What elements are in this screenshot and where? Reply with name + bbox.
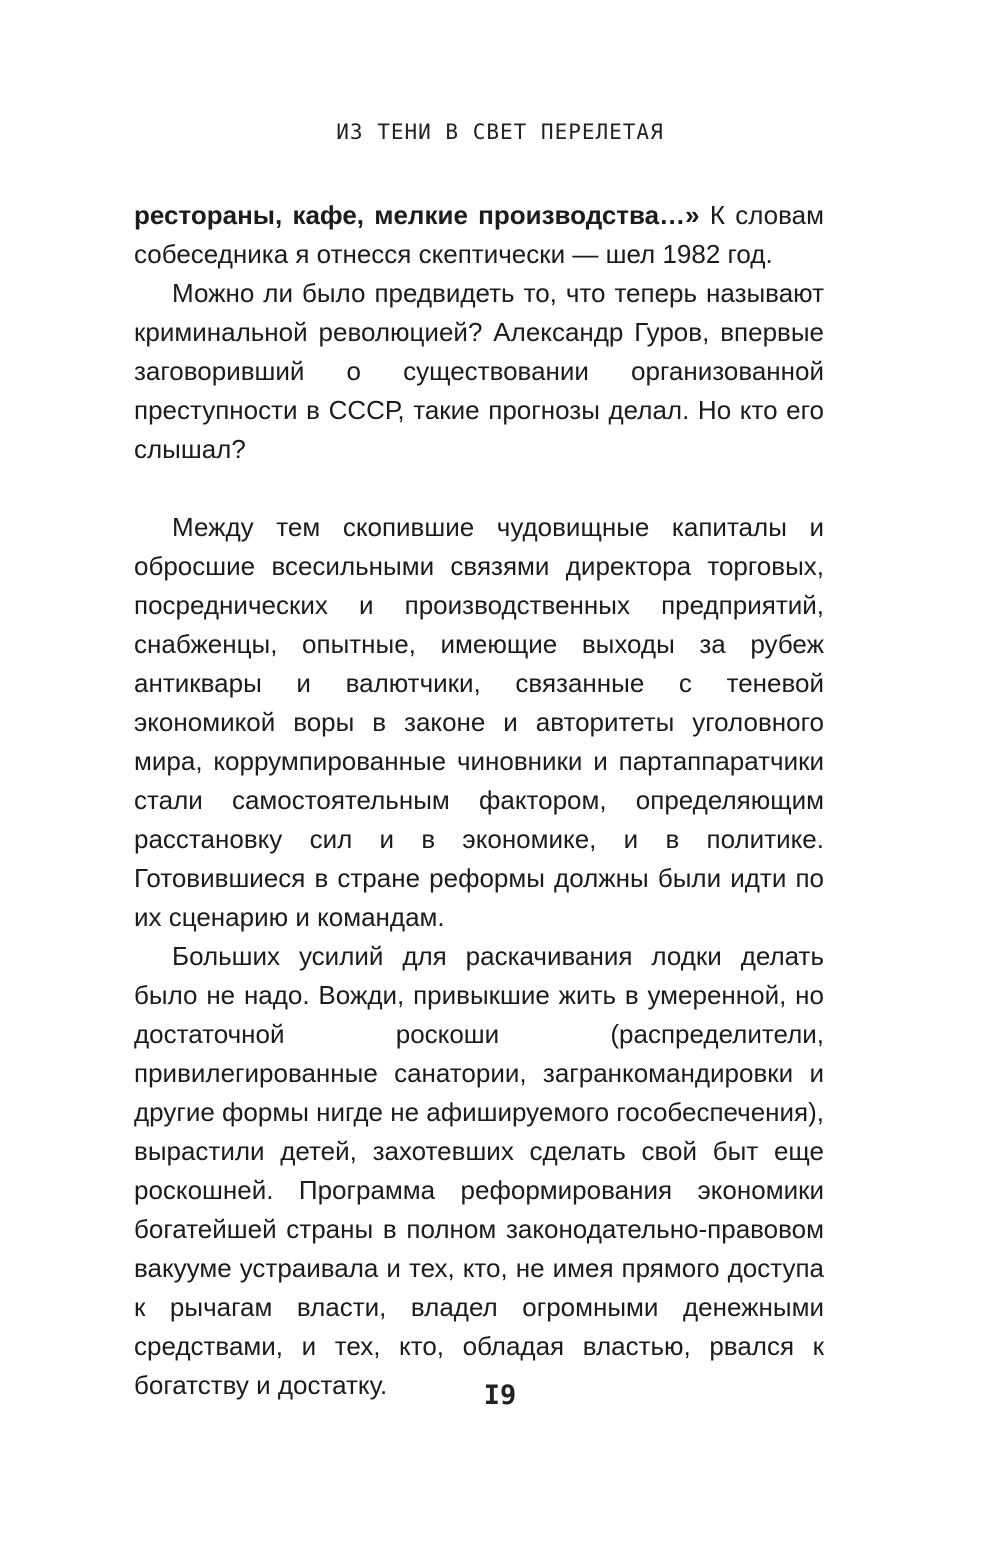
paragraph-3: Между тем скопившие чудовищные капиталы и обросшие всесильными связями директора торговых, посреднических и производственных предприятий, снабженцы, опытные, имеющие выходы за рубеж антиквары и валютчики, связанные с теневой экономикой воры в законе и авторитеты уголовного мира, коррумпированные чиновники и партаппаратчики стали самостоятельным фактором, определяющим расстановку сил и в экономике, и в политике. Готовившиеся в стране реформы должны были идти по их сценарию и командам. — [134, 512, 824, 932]
page-number: I9 — [483, 1380, 517, 1411]
paragraph-1-bold-quote: рестораны, кафе, мелкие производства…» — [134, 200, 700, 230]
body-text — [134, 196, 824, 1405]
paragraph-1 — [134, 196, 824, 274]
paragraph-4: Больших усилий для раскачивания лодки делать было не надо. Вожди, привыкшие жить в умеренной, но достаточной роскоши (распределители, привилегированные санатории, загранкомандировки и другие формы нигде не афишируемого гособеспечения), вырастили детей, захотевших сделать свой быт еще роскошней. Программа реформирования экономики богатейшей страны в полном законодательно-правовом вакууме устраивала и тех, кто, не имея прямого доступа к рычагам власти, владел огромными денежными средствами, и тех, кто, обладая властью, рвался к богатству и достатку. — [134, 941, 824, 1400]
paragraph-1-text: К словам собеседника я отнесся скептически — шел 1982 год. — [134, 200, 824, 269]
running-head: ИЗ ТЕНИ В СВЕТ ПЕРЕЛЕТАЯ — [336, 120, 664, 144]
paragraph-2: Можно ли было предвидеть то, что теперь называют криминальной революцией? Александр Гуров, впервые заговоривший о существовании организованной преступности в СССР, такие прогнозы делал. Но кто его слышал? — [134, 278, 824, 464]
